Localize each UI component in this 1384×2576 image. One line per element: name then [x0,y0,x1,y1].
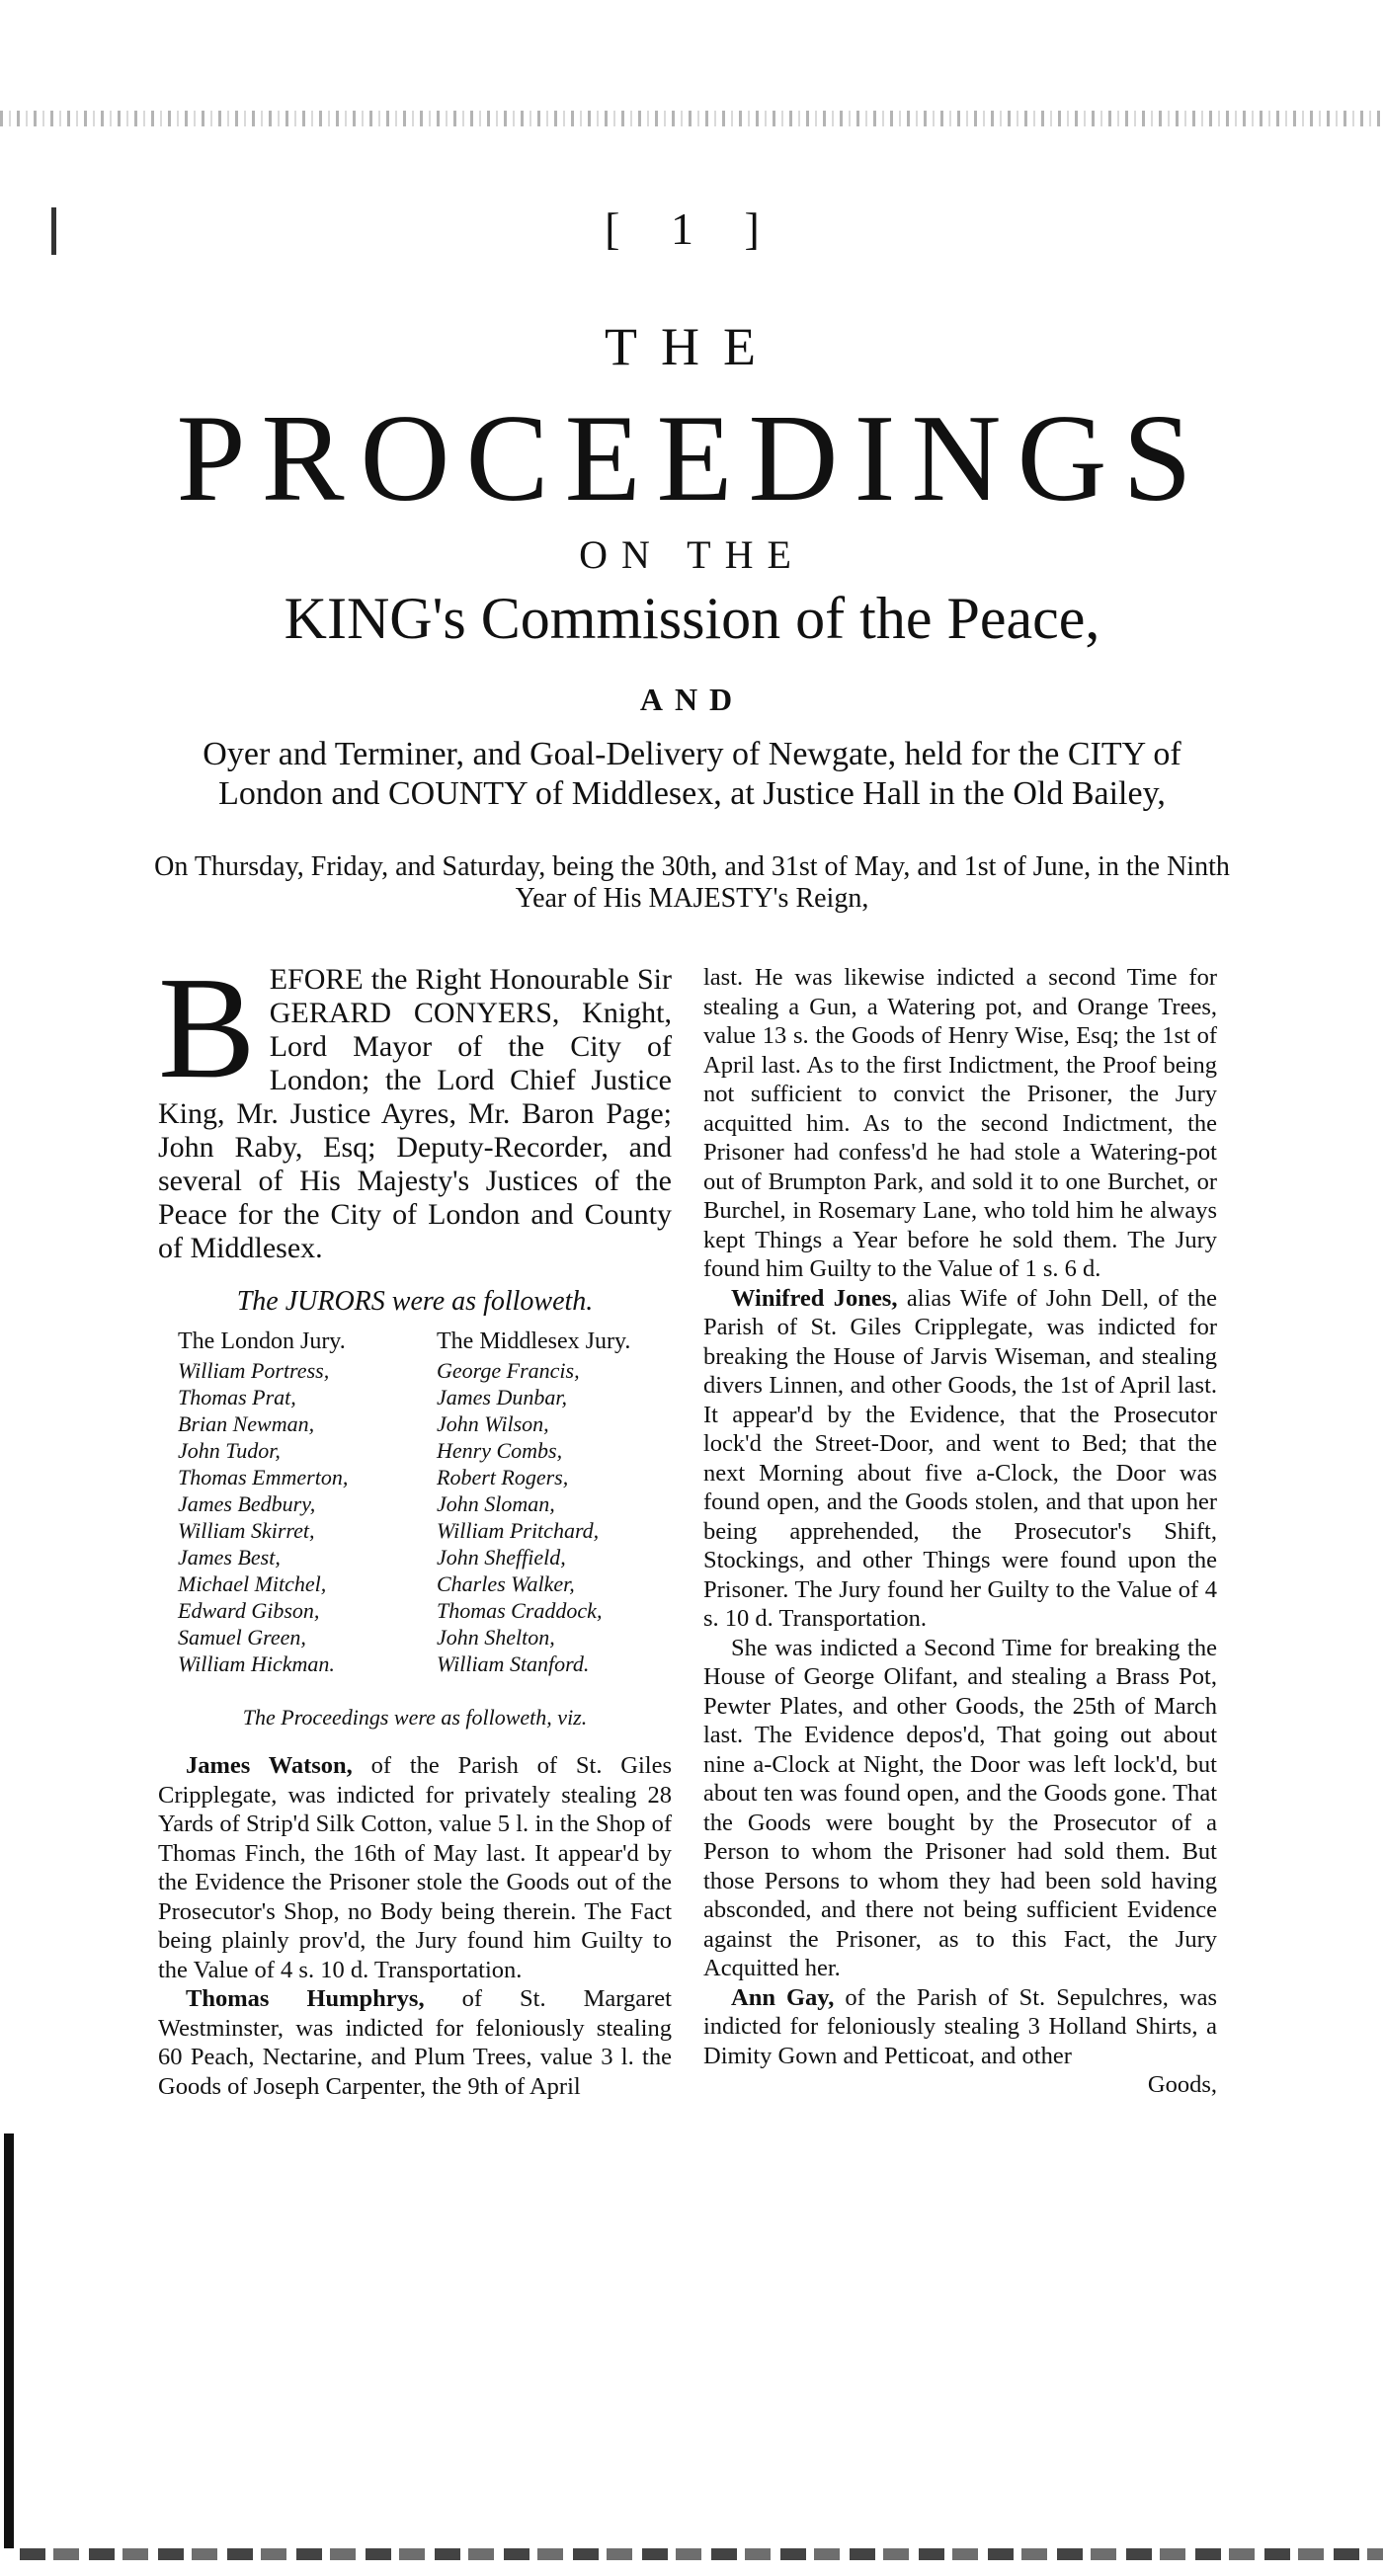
juror-name: Henry Combs, [437,1437,563,1463]
proceedings-heading: The Proceedings were as followeth, viz. [242,1704,588,1730]
case-text: of the Parish of St. Giles Cripplegate, was indicted for privately stealing 28 Yards of Strip'd Silk Cotton, value 5 l. in the Shop of Thomas Finch, the 16th of May last. It appear'd by the Evidence the Prisoner stole the Goods out of the Prosecutor's Shop, no Body being therein. The Fact being plainly prov'd, the Jury found him Guilty to the Value of 4 s. 10 d. Transportation. [158,1752,672,1983]
case-text: of St. Margaret Westminster, was indicted for feloniously stealing 60 Peach, Nectarine, and Plum Trees, value 3 l. the Goods of Joseph Carpenter, the 9th of April [158,1985,672,2100]
defendant-name: James Watson, [186,1752,353,1779]
case-paragraph [158,1751,672,1984]
juror-name: William Skirret, [178,1517,315,1543]
case-paragraph [158,1984,672,2101]
juror-name: John Tudor, [178,1437,281,1463]
middlesex-jury [437,1328,672,1677]
juror-name: John Sloman, [437,1490,555,1516]
right-column [703,963,1217,2100]
middlesex-jury-heading: The Middlesex Jury. [437,1328,631,1354]
juror-name: James Best, [178,1544,281,1570]
juror-name: William Pritchard, [437,1517,600,1543]
juror-name: Michael Mitchel, [178,1570,327,1596]
case-paragraph [703,1983,1217,2071]
juror-name: Thomas Prat, [178,1384,296,1409]
scan-edge-bottom [20,2548,1383,2560]
juror-name: William Hickman. [178,1650,335,1676]
title-on-the: ON THE [579,532,805,577]
juror-name: James Dunbar, [437,1384,567,1409]
juror-name: William Portress, [178,1357,330,1383]
catchword: Goods, [1147,2071,1217,2098]
title-and: AND [639,682,745,717]
page-title: PROCEEDINGS [176,390,1208,527]
london-jury-heading: The London Jury. [178,1328,346,1354]
case-continuation: last. He was likewise indicted a second Time for stealing a Gun, a Watering pot, and Orange Trees, value 13 s. the Goods of Henry Wise, Esq; the 1st of April last. As to the first Indictment, the Proof being not sufficient to convict the Prisoner, the Jury acquitted him. As to the second Indictment, the Prisoner had confess'd he had stole a Watering-pot out of Brumpton Park, and sold it to one Burchet, or Burchel, in Rosemary Lane, who told him he always kept Things a Year before he sold them. The Jury found him Guilty to the Value of 1 s. 6 d. [703,964,1217,1282]
juror-name: Samuel Green, [178,1624,306,1650]
jurors-heading: The JURORS were as followeth. [236,1286,594,1317]
scan-edge-top [0,111,1384,126]
juror-name: Thomas Emmerton, [178,1464,349,1489]
juror-name: Edward Gibson, [178,1597,320,1623]
drop-cap: B [158,947,256,1109]
case-paragraph [703,1284,1217,1634]
juror-name: Charles Walker, [437,1570,575,1596]
juror-name: John Wilson, [437,1410,549,1436]
title-commission: KING's Commission of the Peace, [284,586,1100,651]
title-oyer-terminer: Oyer and Terminer, and Goal-Delivery of Newgate, held for the CITY of London and COUNTY of Middlesex, at Justice Hall in the Old Bailey, [203,736,1181,812]
case-paragraph: She was indicted a Second Time for breaking the House of George Olifant, and stealing a Brass Pot, Pewter Plates, and other Goods, the 25th of March last. The Evidence depos'd, That going out about nine a-Clock at Night, the Door was left lock'd, but about ten was found open, and the Goods gone. That the Goods were bought by the Prosecutor of a Person to whom the Prisoner had sold them. But those Persons to whom they had been sold having absconded, and there not being sufficient Evidence against the Prisoner, as to this Fact, the Jury Acquitted her. [703,1634,1217,1981]
juror-name: Brian Newman, [178,1410,315,1436]
defendant-name: Thomas Humphrys, [186,1985,425,2012]
juror-name: John Shelton, [437,1624,555,1650]
defendant-name: Ann Gay, [731,1983,835,2011]
page-number: [ 1 ] [605,203,779,254]
juror-name: James Bedbury, [178,1490,316,1516]
before-text: EFORE the Right Honourable Sir GERARD CONYERS, Knight, Lord Mayor of the City of London; the Lord Chief Justice King, Mr. Justice Ayres, Mr. Baron Page; John Raby, Esq; Deputy-Recorder, and several of His Majesty's Justices of the Peace for the City of London and County of Middlesex. [158,963,672,1264]
left-column [158,947,672,2101]
title-the: THE [605,317,779,376]
case-text: of the Parish of St. Sepulchres, was indicted for feloniously stealing 3 Holland Shirts, a Dimity Gown and Petticoat, and other [703,1983,1217,2069]
juror-name: Robert Rogers, [437,1464,569,1489]
london-jury [178,1328,413,1677]
juror-name: John Sheffield, [437,1544,566,1570]
before-paragraph [158,947,672,1265]
juror-name: George Francis, [437,1357,580,1383]
title-session-date: On Thursday, Friday, and Saturday, being the 30th, and 31st of May, and 1st of June, in the Ninth Year of His MAJESTY's Reign, [154,851,1230,914]
defendant-name: Winifred Jones, [731,1284,898,1312]
juror-name: William Stanford. [437,1650,590,1676]
case-text: alias Wife of John Dell, of the Parish of St. Giles Cripplegate, was indicted for breaking the House of Jarvis Wiseman, and stealing divers Linnen, and other Goods, the 1st of April last. It appear'd by the Evidence, that the Prosecutor lock'd the Street-Door, and went to Bed; that the next Morning about five a-Clock, the Door was found open, and the Goods stolen, and that upon her being apprehended, the Prosecutor's Shift, Stockings, and other Things were found upon the Prisoner. The Jury found her Guilty to the Value of 4 s. 10 d. Transportation. [703,1284,1218,1632]
juror-name: Thomas Craddock, [437,1597,603,1623]
scan-edge-left [4,2133,14,2548]
jury-lists [158,1328,672,1677]
